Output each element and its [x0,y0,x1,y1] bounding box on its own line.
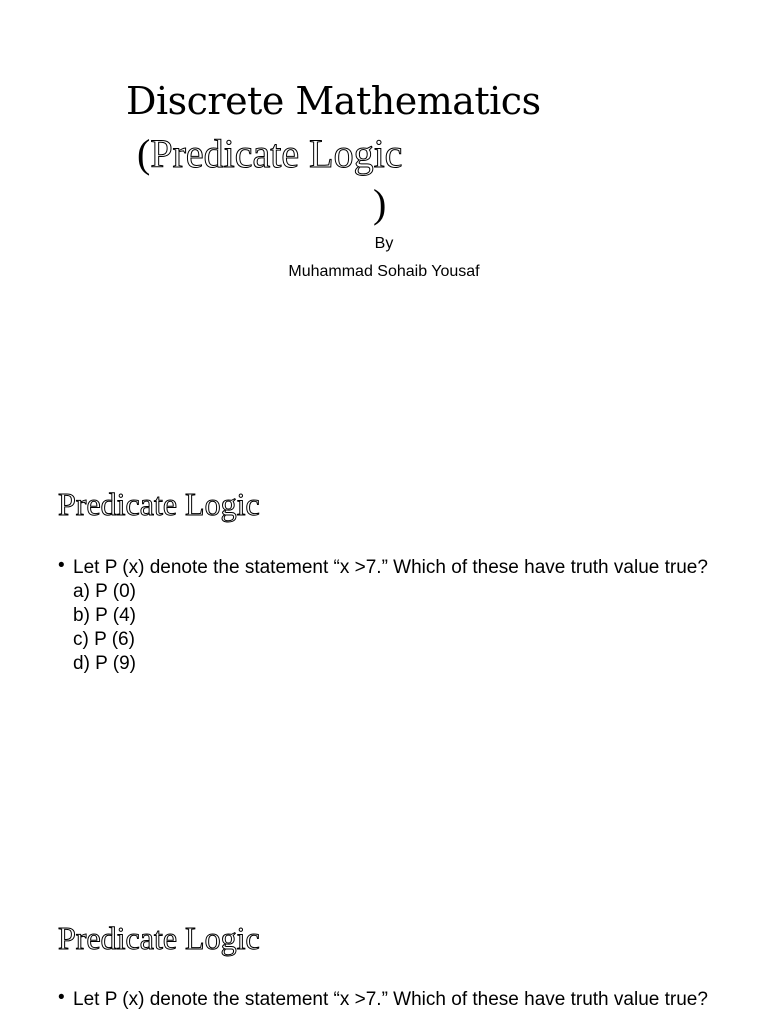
question-slide [0,434,768,868]
option-d: d) P (9) [73,653,137,674]
close-parenthesis: ) [373,181,387,226]
question-text: Let P (x) denote the statement “x >7.” Which of these have truth value true? [73,557,708,578]
title-slide [0,0,768,434]
subtitle-text: Predicate Logic [150,131,403,176]
section-heading: Predicate Logic [58,920,260,956]
bullet-item [58,988,718,1012]
option-b: b) P (4) [73,605,137,626]
subtitle-line [137,131,403,176]
document-title: Discrete Mathematics [126,79,541,123]
bullet-icon: • [58,987,65,1008]
bullet-icon: • [58,555,65,576]
question-bullet [58,556,718,676]
option-a: a) P (0) [73,581,137,602]
question-text: Let P (x) denote the statement “x >7.” Which of these have truth value true? [73,989,708,1010]
option-c: c) P (6) [73,629,135,650]
question-bullet [58,988,718,1012]
by-label: By [374,235,394,252]
section-heading: Predicate Logic [58,486,260,522]
author-name: Muhammad Sohaib Yousaf [288,263,480,280]
open-parenthesis: ( [137,131,151,176]
question-slide-next [0,868,768,1024]
bullet-item [58,556,718,580]
